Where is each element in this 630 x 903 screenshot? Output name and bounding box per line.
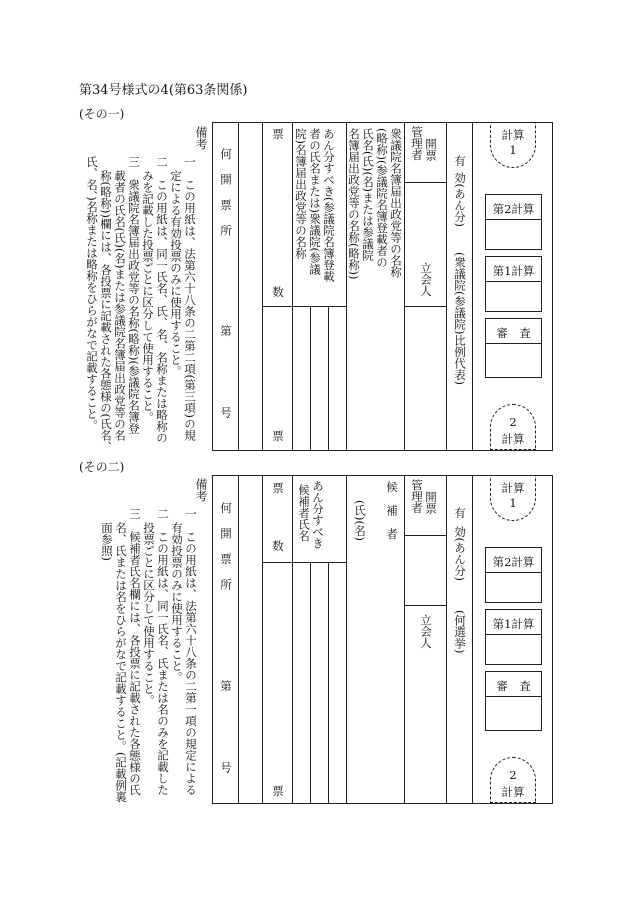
section1-label: (その一): [79, 107, 125, 121]
section2-remarks-heading: 備考: [194, 478, 208, 502]
section2-candidate-sub: (氏)(名): [353, 500, 367, 541]
section2-title-a: 有: [453, 507, 467, 519]
section2-votes-bottom: 票: [271, 785, 285, 797]
section1-witness: 立会人: [419, 262, 433, 297]
section1-review-box: 審 査: [485, 318, 542, 378]
section2-apportion-header: あん分すべき 候補者氏名: [297, 480, 325, 549]
section2-second-calc-box: 第2計算: [485, 547, 542, 603]
remark-line: 名、氏または名をひらがなで記載すること。(記載例裏: [114, 522, 128, 803]
section1-apportion-header: あん分すべき(参議院名簿登載 者の氏名または)衆議院(参議 院)名簿届出政党等の名称: [294, 128, 336, 282]
remark-line: 一 この用紙は、法第六十八条の二第一項の規定による: [184, 508, 198, 796]
section1-number-label: 第号: [219, 325, 233, 488]
section2-number-label: 第号: [219, 680, 233, 843]
remark-line: 二 この用紙は、同一氏名、氏または名のみを記載した: [156, 508, 170, 796]
section2-votes-top: 票: [271, 482, 285, 494]
section1-title-c: (衆議院(参議院)比例代表): [453, 252, 467, 385]
section1-second-calc-box: 第2計算: [485, 194, 542, 250]
section1-first-calc-box: 第1計算: [485, 256, 542, 312]
section2-title-b: 効(あん分): [453, 526, 467, 581]
section1-votes-top: 票: [271, 128, 285, 140]
section2-witness: 立会人: [419, 614, 433, 649]
remark-line: 投票ごとに区分して使用すること。: [142, 522, 156, 706]
section1-manager: 開票 管理者: [410, 126, 438, 161]
section2-manager: 開票 管理者: [410, 479, 438, 514]
section1-votes-count: 数: [271, 286, 285, 298]
section1-calc2-cap: 2 計算: [490, 404, 536, 450]
section2-first-calc-box: 第1計算: [485, 609, 542, 665]
remark-line: 定による有効投票のみに使用すること。: [169, 170, 183, 377]
remark-line: 二 この用紙は、同一氏名、氏、名、名称または略称の: [155, 156, 169, 444]
remark-line: 有効投票のみに使用すること。: [170, 522, 184, 683]
section1-title-a: 有: [453, 155, 467, 167]
section2-title-c: (何選挙): [453, 610, 467, 654]
section1-title-b: 効(あん分): [453, 172, 467, 227]
section2-place-label: 何開票所: [219, 502, 233, 604]
section1-place-label: 何開票所: [219, 148, 233, 250]
section2-calc1-cap: 計算 1: [490, 475, 536, 521]
section2-candidate-header: 候補者: [385, 481, 399, 552]
section1-calc1-cap: 計算 1: [490, 122, 536, 168]
section1-votes-bottom: 票: [271, 430, 285, 442]
section2-review-box: 審 査: [485, 671, 542, 731]
remark-line: 三 衆議院名簿届出政党等の名称(略称)(参議院名簿登: [127, 156, 141, 434]
remark-line: みを記載した投票ごとに区分して使用すること。: [141, 170, 155, 423]
remark-line: 氏、名、)名称または略称をひらがなで記載すること。: [85, 156, 99, 431]
remark-line: 三 候補者氏名欄には、各投票に記載された各態様の氏: [128, 508, 142, 796]
remark-line: 面参照): [100, 522, 114, 561]
remark-line: 一 この用紙は、法第六十八条の二第二項(第三項)の規: [183, 156, 197, 441]
section2-remarks: [100, 508, 198, 808]
remark-line: 称(略称))欄には、各投票に記載された各態様の(氏名、: [99, 170, 113, 453]
section2-calc2-cap: 2 計算: [490, 757, 536, 803]
remark-line: 載者の氏名(氏)(名)または参議院名簿届出政党等の名: [113, 170, 127, 441]
section1-remarks: [85, 156, 197, 456]
section1-name-header: 衆議院名簿届出政党等の名称 (略称)(参議院名簿登載者の 氏名(氏)(名)または参議院 名簿届出政党等の名称(略称)): [347, 128, 403, 280]
form-title: 第34号様式の4(第63条関係): [79, 83, 248, 98]
section2-votes-count: 数: [271, 540, 285, 552]
section2-label: (その二): [79, 460, 125, 474]
section1-remarks-heading: 備考: [194, 126, 208, 150]
